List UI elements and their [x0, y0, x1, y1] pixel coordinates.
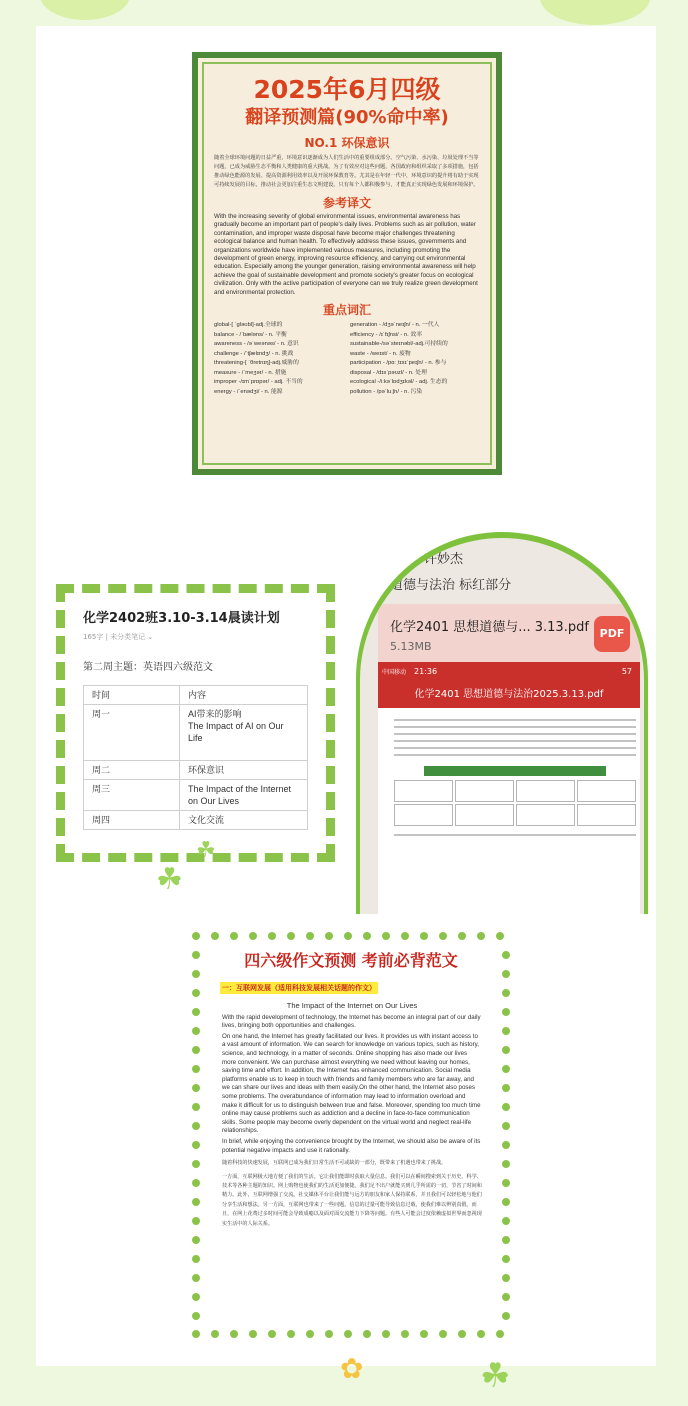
table-row	[84, 705, 308, 761]
table-row	[84, 811, 308, 830]
poster-subtitle: 翻译预测篇(90%命中率)	[245, 107, 449, 128]
reading-plan-note[interactable]	[56, 584, 335, 862]
decorative-blob	[40, 0, 130, 20]
border-dot	[401, 932, 409, 940]
table-cell: 周四	[84, 811, 180, 830]
chat-message: 道德与法治 标红部分	[390, 578, 512, 593]
border-dot	[211, 932, 219, 940]
border-dot	[458, 1330, 466, 1338]
border-dot	[287, 1330, 295, 1338]
translation-poster[interactable]	[192, 52, 502, 475]
vocab-item: energy - /ˈenədʒi/ - n. 能源	[214, 388, 283, 395]
border-dot	[192, 1141, 200, 1149]
border-dot	[502, 951, 510, 959]
border-dot	[192, 1027, 200, 1035]
table-header: 时间	[84, 686, 180, 705]
essay-topic-tag: 一：互联网发展（适用科技发展相关话题的作文）	[222, 984, 376, 992]
border-dot	[268, 1330, 276, 1338]
vocab-item: threatening-[ ˈθretnɪŋ]-adj.威胁的	[214, 360, 299, 367]
table-cell: 文化交流	[180, 811, 308, 830]
essay-heading: The Impact of the Internet on Our Lives	[286, 1001, 418, 1010]
clover-icon: ☘	[480, 1356, 511, 1396]
clover-icon: ☘	[156, 862, 183, 897]
border-dot	[502, 1103, 510, 1111]
border-dot	[192, 1217, 200, 1225]
border-dot	[502, 1179, 510, 1187]
vocab-item: participation - /pɑːˌtɪsɪˈpeɪʃn/ - n. 参与	[350, 360, 447, 367]
essay-title: 四六级作文预测 考前必背范文	[244, 951, 458, 970]
table-cell: 环保意识	[180, 761, 308, 780]
border-dot	[502, 1084, 510, 1092]
border-dot	[192, 1236, 200, 1244]
border-dot	[192, 1046, 200, 1054]
border-dot	[502, 1255, 510, 1263]
border-dot	[363, 932, 371, 940]
poster-english-text: With the increasing severity of global environmental issues, environmental awareness has gradually become an important part of people's daily lives. Problems such as air pollution, water contamination, and improper waste disposal have become major challenges threatening ecological balance and human health. To effectively address these issues, governments and organizations worldwide have implemented various measures, including promoting the development of green energy, improving resource efficiency, and carrying out environmental education. Especially among the younger generation, raising environmental awareness will help achieve the goal of sustainable development and promote society's greater focus on ecological civilization. Only with the active participation of everyone can we truly realize green development and environmental protection.	[214, 213, 478, 296]
border-dot	[192, 951, 200, 959]
vocab-item: efficiency - /ɪˈfɪʃnsi/ - n. 效率	[350, 331, 422, 338]
border-dot	[192, 1084, 200, 1092]
decorative-blob	[540, 0, 650, 25]
border-dot	[502, 1312, 510, 1320]
border-dot	[230, 932, 238, 940]
table-cell: 周一	[84, 705, 180, 761]
phone-screenshot[interactable]	[378, 662, 640, 914]
vocab-item: global-[ ˈɡləʊbl]-adj.全球的	[214, 322, 283, 329]
note-title: 化学2402班3.10-3.14晨读计划	[83, 611, 280, 626]
table-cell: 周三	[84, 780, 180, 811]
border-dot	[344, 932, 352, 940]
essay-chinese-paragraph: 随着科技的快速发展，互联网已成为我们日常生活不可或缺的一部分，既带来了机遇也带来了挑战。	[222, 1160, 447, 1167]
note-subtitle: 第二周主题：英语四六级范文	[83, 662, 213, 673]
border-dot	[477, 1330, 485, 1338]
border-dot	[192, 970, 200, 978]
border-dot	[192, 1255, 200, 1263]
border-dot	[502, 1122, 510, 1130]
table-row	[84, 761, 308, 780]
poster-reference-heading: 参考译文	[322, 196, 371, 210]
border-dot	[420, 932, 428, 940]
poster-vocab-list	[214, 321, 480, 397]
clover-icon: ✿	[340, 1352, 364, 1385]
border-dot	[439, 932, 447, 940]
border-dot	[230, 1330, 238, 1338]
border-dot	[502, 1027, 510, 1035]
border-dot	[477, 932, 485, 940]
table-cell: 周二	[84, 761, 180, 780]
border-dot	[496, 932, 504, 940]
border-dot	[192, 1160, 200, 1168]
phone-status-bar	[378, 662, 640, 684]
border-dot	[502, 970, 510, 978]
border-dot	[192, 1122, 200, 1130]
border-dot	[458, 932, 466, 940]
border-dot	[192, 1103, 200, 1111]
vocab-item: generation - /dʒəˈneɪʃn/ - n. 一代人	[350, 322, 440, 329]
table-row	[84, 780, 308, 811]
clover-icon: ☘	[196, 838, 216, 863]
vocab-item: disposal - /dɪsˈpəʊzl/ - n. 处理	[350, 369, 427, 376]
vocab-item: sustainable-/səˈsteɪnəbl/-adj.可持续的	[350, 341, 448, 348]
vocab-item: challenge - /ˈtʃælɪndʒ/ - n. 挑战	[214, 350, 294, 357]
essay-paragraph: In brief, while enjoying the convenience brought by the Internet, we should also be aware of its potential negative impacts and use it rationally.	[222, 1137, 481, 1154]
border-dot	[502, 1160, 510, 1168]
vocab-item: improper -/ɪmˈprɒpər/ - adj. 不当的	[214, 379, 303, 386]
phone-doc-title: 化学2401 思想道德与法治2025.3.13.pdf	[378, 684, 640, 708]
border-dot	[192, 932, 200, 940]
border-dot	[192, 1008, 200, 1016]
border-dot	[192, 1198, 200, 1206]
border-dot	[439, 1330, 447, 1338]
border-dot	[192, 1330, 200, 1338]
table-header: 内容	[180, 686, 308, 705]
border-dot	[192, 1065, 200, 1073]
border-dot	[192, 989, 200, 997]
border-dot	[306, 1330, 314, 1338]
border-dot	[502, 1293, 510, 1301]
border-dot	[502, 1141, 510, 1149]
phone-carrier: 中国移动	[382, 669, 407, 676]
border-dot	[502, 1217, 510, 1225]
border-dot	[502, 989, 510, 997]
note-meta: 165字 | 未分类笔记 ⌄	[83, 633, 154, 641]
essay-paragraph: With the rapid development of technology, the Internet has become an integral part of our daily lives, bringing both opportunities and challenges.	[222, 1013, 481, 1030]
pdf-file-icon: PDF	[594, 616, 630, 652]
essay-chinese-paragraph: 一方面，互联网极大地方便了我们的生活。它让我们能即时获取大量信息。我们可以在瞬间搜索到关于历史、科学、技术等各种主题的知识。网上购物也使我们的生活更加便捷。我们足不出户就能买到几乎所需的一切，节省了时间和精力。此外，互联网增强了交流。社交媒体平台让我们能与远方的朋友和家人保持联系，并且我们可以轻松地与他们分享生活和想法。另一方面，互联网也带来了一些问题。信息的过量可能导致信息过载，使我们难以辨别真假。而且，在网上花费过多时间可能会导致成瘾以及面对面交流能力下降等问题。有些人可能会过度依赖虚拟世界而忽视现实生活中的人际关系。	[222, 1173, 482, 1227]
vocab-item: ecological -/iːkəˈlɒdʒɪkəl/ - adj. 生态的	[350, 379, 448, 386]
essay-paragraph: On one hand, the Internet has greatly facilitated our lives. It provides us with instant access to a vast amount of information. We can search for knowledge on various topics, such as history, science, and technology, in a matter of seconds. Online shopping has also made our lives more convenient. We can purchase almost everything we need without leaving our homes, saving time and effort. In addition, the Internet has enhanced communication. Social media platforms enable us to keep in touch with friends and family members who are far away, and we can share our lives and ideas with them easily.On the other hand, the Internet also poses some problems. The overabundance of information may lead to information overload and make it difficult for us to distinguish between true and false. Moreover, spending too much time online may cause problems such as addiction and a decline in face-to-face communication skills. Some people may become overly dependent on the virtual world and neglect real-life relationships.	[222, 1032, 481, 1135]
vocab-item: waste - /weɪst/ - n. 废物	[350, 350, 411, 357]
poster-section-title: NO.1 环保意识	[304, 136, 390, 150]
chat-sender-name: 许妙杰	[424, 552, 464, 567]
phone-time: 21:36	[414, 667, 438, 676]
poster-chinese-text: 随着全球环境问题的日益严重，环境意识逐渐成为人们生活中的重要组成部分。空气污染、水污染、垃圾处理不当等问题，已成为威胁生态平衡和人类健康的重大挑战。为了有效应对这些问题，各国政府和组织采取了多项措施，包括推动绿色能源的发展、提高资源利用效率以及开展环保教育等。尤其是在年轻一代中，环境意识的提升将有助于实现可持续发展的目标，推动社会更加注重生态文明建设。只有每个人都积极参与，才能真正实现绿色发展和环境保护。	[214, 155, 479, 188]
border-dot	[268, 932, 276, 940]
table-cell: AI带来的影响 The Impact of AI on Our Life	[180, 705, 308, 761]
border-dot	[502, 1046, 510, 1054]
pdf-page-preview	[394, 714, 636, 914]
table-cell: The Impact of the Internet on Our Lives	[180, 780, 308, 811]
table-header-row	[84, 686, 308, 705]
border-dot	[344, 1330, 352, 1338]
file-attachment[interactable]	[378, 604, 640, 666]
phone-battery: 57	[621, 667, 632, 676]
vocab-item: pollution - /pəˈluːʃn/ - n. 污染	[350, 388, 423, 395]
chat-screenshot-frame	[356, 532, 648, 914]
border-dot	[287, 932, 295, 940]
border-dot	[325, 1330, 333, 1338]
border-dot	[306, 932, 314, 940]
file-name: 化学2401 思想道德与... 3.13.pdf	[390, 620, 589, 635]
border-dot	[363, 1330, 371, 1338]
border-dot	[249, 932, 257, 940]
border-dot	[502, 1198, 510, 1206]
border-dot	[249, 1330, 257, 1338]
vocab-item: balance - /ˈbæləns/ - n. 平衡	[214, 331, 287, 338]
border-dot	[192, 1179, 200, 1187]
border-dot	[496, 1330, 504, 1338]
border-dot	[192, 1312, 200, 1320]
essay-card[interactable]	[192, 932, 510, 1338]
border-dot	[420, 1330, 428, 1338]
vocab-item: measure - /ˈmeʒər/ - n. 措施	[214, 369, 287, 376]
border-dot	[192, 1274, 200, 1282]
poster-title: 2025年6月四级	[253, 75, 441, 104]
border-dot	[502, 1236, 510, 1244]
file-size: 5.13MB	[390, 640, 432, 653]
border-dot	[382, 932, 390, 940]
vocab-item: awareness - /əˈweənəs/ - n. 意识	[214, 341, 299, 348]
border-dot	[211, 1330, 219, 1338]
border-dot	[192, 1293, 200, 1301]
border-dot	[382, 1330, 390, 1338]
border-dot	[502, 1274, 510, 1282]
border-dot	[325, 932, 333, 940]
border-dot	[502, 1065, 510, 1073]
poster-vocab-heading: 重点词汇	[322, 303, 371, 318]
border-dot	[502, 1008, 510, 1016]
border-dot	[401, 1330, 409, 1338]
essay-body	[222, 998, 482, 1229]
schedule-table	[83, 685, 308, 830]
